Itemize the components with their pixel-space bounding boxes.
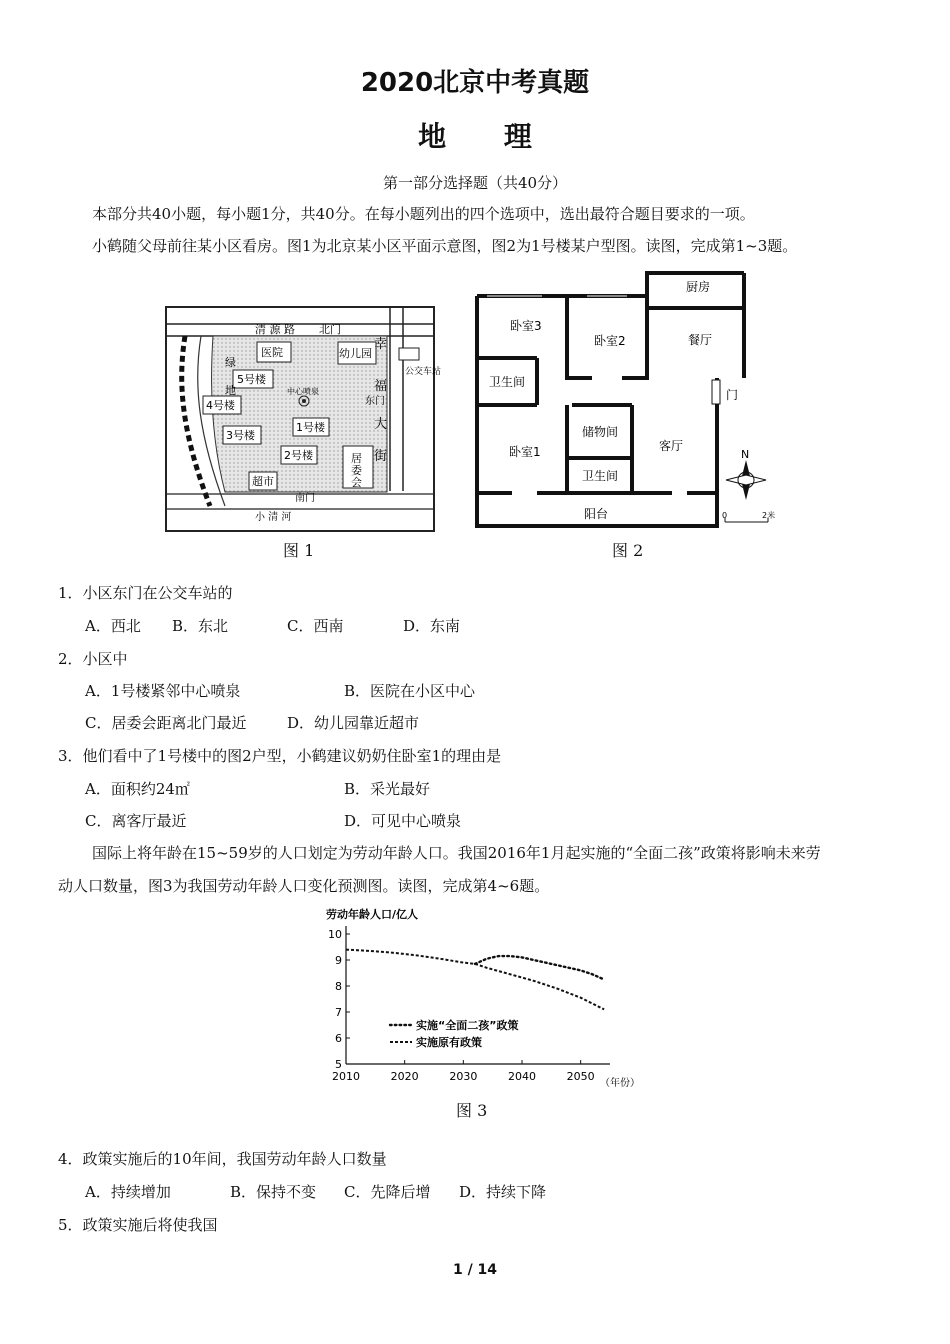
map-label-bus-station: 公交车站 bbox=[405, 367, 442, 377]
question-1-stem: 1．小区东门在公交车站的 bbox=[58, 584, 233, 602]
plan-label-living: 客厅 bbox=[659, 439, 684, 453]
x-tick-label: 2040 bbox=[508, 1070, 536, 1083]
plan-label-bedroom2: 卧室2 bbox=[594, 334, 626, 348]
y-tick-label: 6 bbox=[335, 1032, 342, 1045]
chart-xlabel: （年份） bbox=[600, 1078, 640, 1089]
context-paragraph-2-line-2: 动人口数量，图3为我国劳动年龄人口变化预测图。读图，完成第4~6题。 bbox=[58, 877, 550, 895]
question-3-option-c: C．离客厅最近 bbox=[85, 812, 187, 830]
question-5-stem: 5．政策实施后将使我国 bbox=[58, 1216, 218, 1234]
map-label-road-east-2: 福 bbox=[374, 379, 388, 394]
subject-char-2: 理 bbox=[503, 120, 532, 153]
map-label-committee-2: 委 bbox=[351, 464, 362, 477]
question-2-stem: 2．小区中 bbox=[58, 650, 128, 668]
instructions: 本部分共40小题，每小题1分，共40分。在每小题列出的四个选项中，选出最符合题目要求的一项。 bbox=[92, 205, 755, 223]
legend-label-1: 实施原有政策 bbox=[416, 1036, 482, 1049]
map-label-east-gate: 东门 bbox=[365, 396, 385, 407]
question-1-option-b: B．东北 bbox=[172, 617, 229, 635]
map-label-north-gate: 北门 bbox=[319, 323, 341, 336]
map-label-committee-3: 会 bbox=[351, 476, 362, 489]
chart-series-two-child-policy bbox=[475, 956, 604, 979]
chart-legend bbox=[390, 1018, 518, 1049]
question-1-option-c: C．西南 bbox=[287, 617, 344, 635]
map-label-south-gate: 南门 bbox=[295, 493, 315, 504]
figure-3-caption: 图 3 bbox=[456, 1101, 488, 1120]
compass-north-label: N bbox=[741, 448, 750, 461]
x-tick-label: 2020 bbox=[390, 1070, 419, 1083]
legend-label-0: 实施“全面二孩”政策 bbox=[416, 1019, 519, 1032]
compass-icon bbox=[726, 460, 766, 500]
figure-2-caption: 图 2 bbox=[612, 541, 644, 560]
y-tick-label: 9 bbox=[335, 954, 342, 967]
plan-label-dining: 餐厅 bbox=[688, 333, 713, 347]
map-label-road-east-3: 大 bbox=[374, 417, 388, 432]
scale-label-0: 0 bbox=[722, 511, 728, 520]
figure-1-caption: 图 1 bbox=[283, 541, 315, 560]
map-label-committee-1: 居 bbox=[351, 452, 362, 465]
map-label-green-2: 地 bbox=[225, 384, 236, 397]
plan-label-storage: 储物间 bbox=[582, 425, 619, 439]
question-4-option-d: D．持续下降 bbox=[459, 1183, 547, 1201]
question-2-option-a: A．1号楼紧邻中心喷泉 bbox=[85, 682, 241, 700]
x-tick-label: 2010 bbox=[332, 1070, 360, 1083]
subject-title bbox=[0, 115, 950, 155]
chart-series-original-policy bbox=[346, 950, 604, 1010]
plan-label-bath-b: 卫生间 bbox=[582, 469, 619, 483]
figure-2-floorplan bbox=[472, 268, 788, 530]
page-number: 1 / 14 bbox=[452, 1262, 498, 1278]
question-4-stem: 4．政策实施后的10年间，我国劳动年龄人口数量 bbox=[58, 1150, 387, 1168]
question-1-option-d: D．东南 bbox=[403, 617, 461, 635]
map-label-road-north: 清 源 路 bbox=[255, 323, 295, 336]
plan-label-bath-a: 卫生间 bbox=[489, 375, 526, 389]
plan-label-bedroom1: 卧室1 bbox=[509, 445, 541, 459]
map-label-road-east-4: 街 bbox=[374, 449, 388, 464]
context-paragraph: 小鹤随父母前往某小区看房。图1为北京某小区平面示意图，图2为1号楼某户型图。读图，完成第1~3题。 bbox=[92, 237, 798, 255]
question-3-option-b: B．采光最好 bbox=[344, 780, 431, 798]
plan-label-door: 门 bbox=[726, 388, 739, 402]
page-title: 2020北京中考真题 bbox=[360, 68, 590, 98]
map-label-river: 小 清 河 bbox=[255, 512, 292, 523]
map-label-building-4: 4号楼 bbox=[206, 399, 235, 412]
y-tick-label: 5 bbox=[335, 1058, 342, 1071]
figure-1-map bbox=[165, 306, 442, 532]
plan-label-balcony: 阳台 bbox=[584, 507, 609, 521]
question-2-option-b: B．医院在小区中心 bbox=[344, 682, 476, 700]
question-2-option-c: C．居委会距离北门最近 bbox=[85, 714, 247, 732]
question-3-option-d: D．可见中心喷泉 bbox=[344, 812, 462, 830]
map-label-kindergarten: 幼儿园 bbox=[339, 347, 372, 360]
map-label-fountain: 中心喷泉 bbox=[287, 387, 319, 396]
y-tick-label: 7 bbox=[335, 1006, 342, 1019]
map-label-supermarket: 超市 bbox=[252, 475, 274, 488]
plan-label-bedroom3: 卧室3 bbox=[510, 319, 542, 333]
map-label-building-5: 5号楼 bbox=[237, 373, 266, 386]
subject-char-1: 地 bbox=[418, 120, 447, 153]
section-heading: 第一部分选择题（共40分） bbox=[382, 174, 568, 192]
context-paragraph-2-line-1: 国际上将年龄在15~59岁的人口划定为劳动年龄人口。我国2016年1月起实施的“全面二孩”政策将影响未来劳 bbox=[92, 844, 821, 862]
map-label-hospital: 医院 bbox=[261, 346, 283, 359]
map-label-road-east-1: 幸 bbox=[374, 337, 388, 352]
question-4-option-c: C．先降后增 bbox=[344, 1183, 431, 1201]
question-1-option-a: A．西北 bbox=[85, 617, 141, 635]
question-3-option-a: A．面积约24㎡ bbox=[85, 780, 190, 798]
map-label-green-1: 绿 bbox=[225, 356, 236, 369]
plan-label-kitchen: 厨房 bbox=[686, 280, 711, 294]
x-tick-label: 2050 bbox=[566, 1070, 595, 1083]
map-label-building-2: 2号楼 bbox=[284, 449, 313, 462]
question-2-option-d: D．幼儿园靠近超市 bbox=[287, 714, 420, 732]
scale-label-2: 2米 bbox=[762, 511, 776, 520]
figure-3-chart bbox=[320, 904, 640, 1094]
chart-ylabel: 劳动年龄人口/亿人 bbox=[326, 908, 419, 921]
question-4-option-b: B．保持不变 bbox=[230, 1183, 317, 1201]
question-4-option-a: A．持续增加 bbox=[85, 1183, 171, 1201]
y-tick-label: 8 bbox=[335, 980, 342, 993]
map-label-building-1: 1号楼 bbox=[296, 421, 325, 434]
map-label-building-3: 3号楼 bbox=[226, 429, 255, 442]
y-tick-label: 10 bbox=[328, 928, 342, 941]
question-3-stem: 3．他们看中了1号楼中的图2户型，小鹤建议奶奶住卧室1的理由是 bbox=[58, 747, 502, 765]
x-tick-label: 2030 bbox=[449, 1070, 478, 1083]
